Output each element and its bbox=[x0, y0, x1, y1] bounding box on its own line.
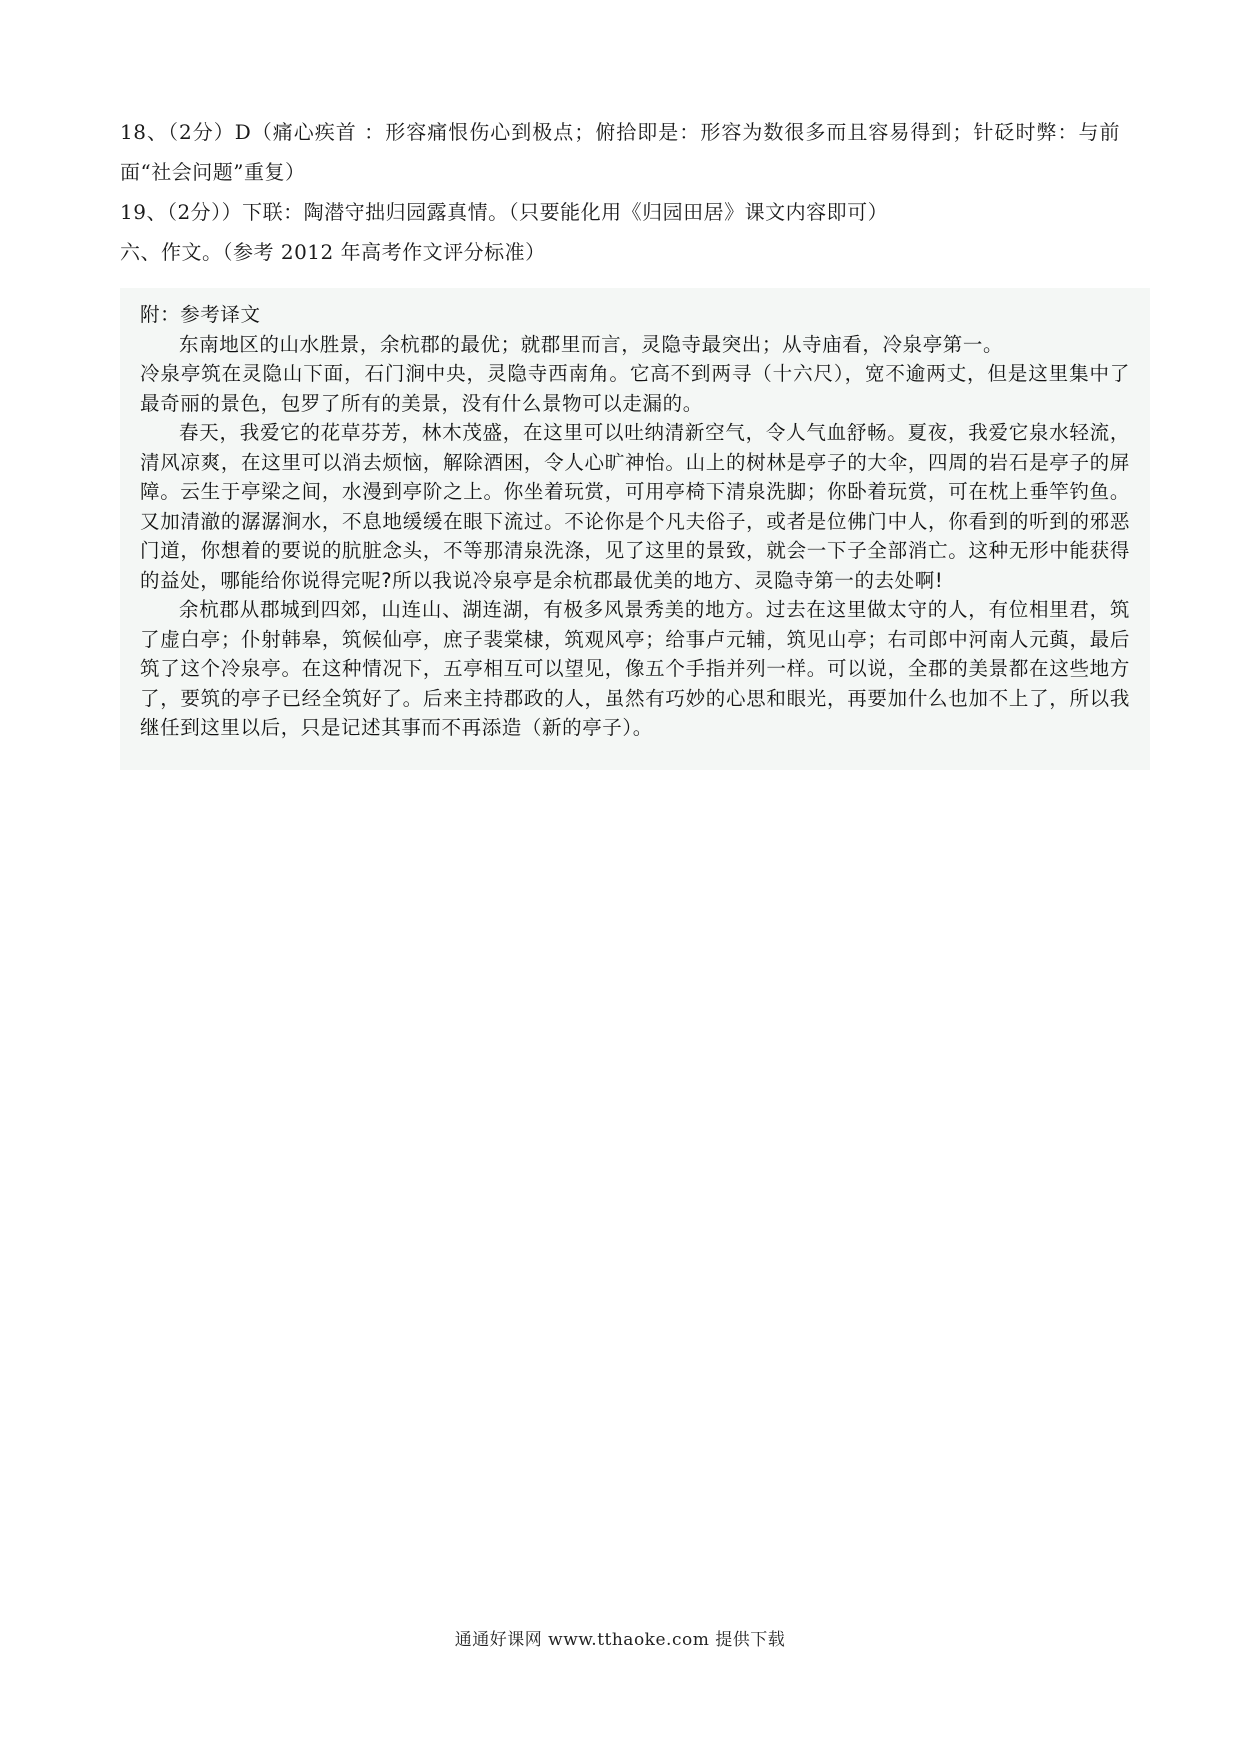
answer-section bbox=[120, 112, 1120, 272]
translation-paragraph-1: 东南地区的山水胜景，余杭郡的最优；就郡里而言，灵隐寺最突出；从寺庙看，冷泉亭第一。 bbox=[179, 332, 1004, 356]
translation-heading: 附：参考译文 bbox=[140, 303, 261, 326]
translation-paragraph-3: 春天，我爱它的花草芬芳，林木茂盛，在这里可以吐纳清新空气，令人气血舒畅。夏夜，我爱它泉水轻流，清风凉爽，在这里可以消去烦恼，解除酒困，令人心旷神怡。山上的树林是亭子的大伞，四周的岩石是亭子的屏障。云生于亭梁之间，水漫到亭阶之上。你坐着玩赏，可用亭椅下清泉洗脚；你卧着玩赏，可在枕上垂竿钓鱼。又加清澈的潺潺涧水，不息地缓缓在眼下流过。不论你是个凡夫俗子，或者是位佛门中人，你看到的听到的邪恶门道，你想着的要说的肮脏念头，不等那清泉洗涤，见了这里的景致，就会一下子全部消亡。这种无形中能获得的益处，哪能给你说得完呢?所以我说冷泉亭是余杭郡最优美的地方、灵隐寺第一的去处啊! bbox=[140, 421, 1130, 592]
section-6-essay: 六、作文。（参考 2012 年高考作文评分标准） bbox=[120, 240, 546, 264]
answer-18: 18、（2分）D（痛心疾首 ：形容痛恨伤心到极点；俯拾即是：形容为数很多而且容易得到；针砭时弊：与前面“社会问题”重复） bbox=[120, 120, 1120, 184]
page-footer: 通通好课网 www.tthaoke.com 提供下载 bbox=[454, 1630, 786, 1650]
reference-translation-box bbox=[120, 288, 1150, 770]
translation-paragraph-4: 余杭郡从郡城到四郊，山连山、湖连湖，有极多风景秀美的地方。过去在这里做太守的人，有位相里君，筑了虚白亭；仆射韩皋，筑候仙亭，庶子裴棠棣，筑观风亭；给事卢元辅，筑见山亭；右司郎中河南人元藇，最后筑了这个冷泉亭。在这种情况下，五亭相互可以望见，像五个手指并列一样。可以说，全郡的美景都在这些地方了，要筑的亭子已经全筑好了。后来主持郡政的人，虽然有巧妙的心思和眼光，再要加什么也加不上了，所以我继任到这里以后，只是记述其事而不再添造（新的亭子）。 bbox=[140, 598, 1130, 739]
answer-19: 19、（2分））下联：陶潜守拙归园露真情。（只要能化用《归园田居》课文内容即可） bbox=[120, 200, 889, 224]
translation-paragraph-2: 冷泉亭筑在灵隐山下面，石门涧中央，灵隐寺西南角。它高不到两寻（十六尺），宽不逾两丈，但是这里集中了最奇丽的景色，包罗了所有的美景，没有什么景物可以走漏的。 bbox=[140, 362, 1130, 415]
